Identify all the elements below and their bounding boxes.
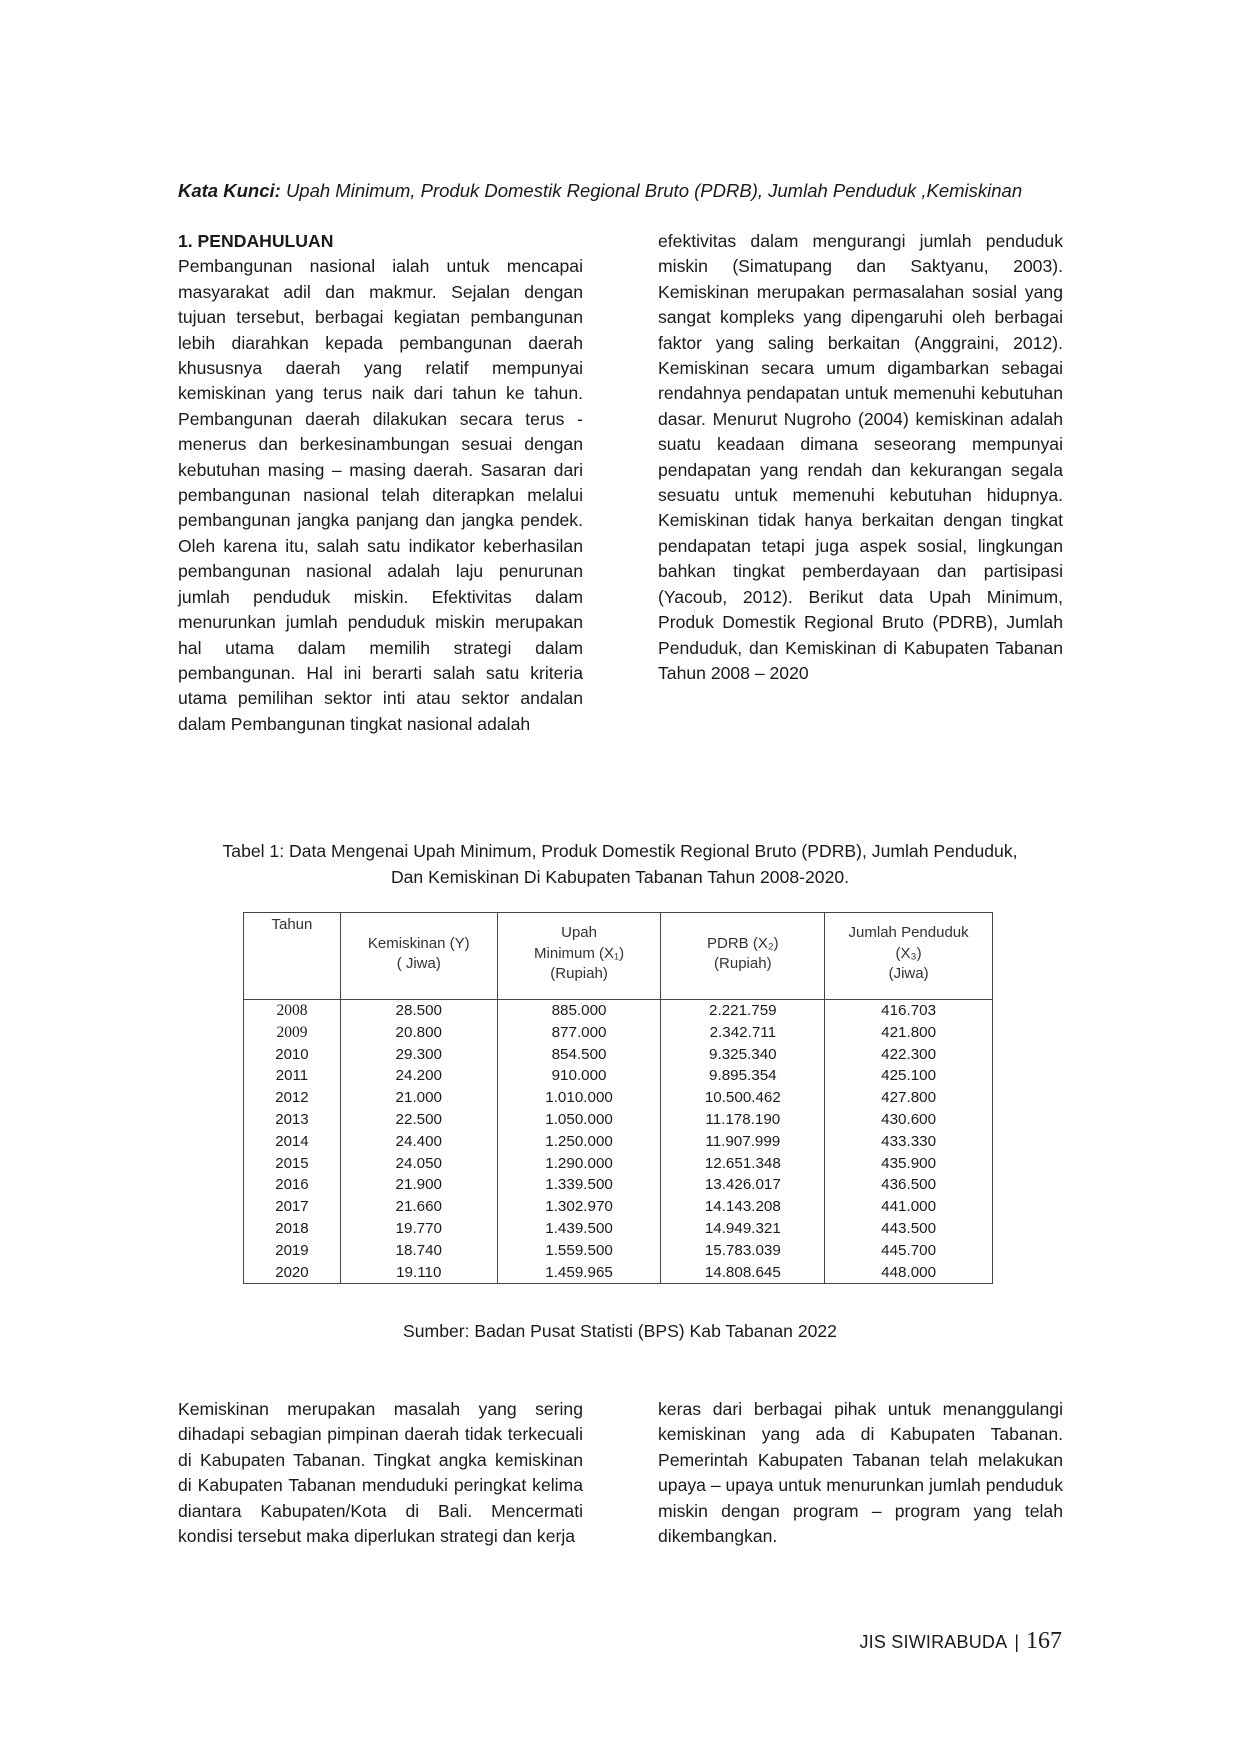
cell-poverty: 24.050 xyxy=(340,1153,497,1175)
header-poverty: Kemiskinan (Y) ( Jiwa) xyxy=(340,913,497,1000)
cell-pdrb: 11.178.190 xyxy=(661,1109,825,1131)
table-row xyxy=(244,1065,993,1087)
cell-wage: 1.339.500 xyxy=(497,1174,661,1196)
cell-pdrb: 2.342.711 xyxy=(661,1022,825,1044)
cell-year: 2010 xyxy=(244,1044,341,1066)
table-row xyxy=(244,1240,993,1262)
cell-wage: 1.010.000 xyxy=(497,1087,661,1109)
cell-year: 2020 xyxy=(244,1262,341,1284)
table-caption-line-2: Dan Kemiskinan Di Kabupaten Tabanan Tahun 2008-2020. xyxy=(390,867,850,887)
keywords-label: Kata Kunci: xyxy=(178,180,281,201)
header-year: Tahun xyxy=(244,913,341,1000)
cell-poverty: 20.800 xyxy=(340,1022,497,1044)
cell-population: 435.900 xyxy=(825,1153,993,1175)
cell-population: 436.500 xyxy=(825,1174,993,1196)
header-minimum-wage: Upah Minimum (X₁) (Rupiah) xyxy=(497,913,661,1000)
header-pdrb: PDRB (X₂) (Rupiah) xyxy=(661,913,825,1000)
cell-year: 2013 xyxy=(244,1109,341,1131)
cell-wage: 1.439.500 xyxy=(497,1218,661,1240)
cell-pdrb: 10.500.462 xyxy=(661,1087,825,1109)
cell-pdrb: 15.783.039 xyxy=(661,1240,825,1262)
cell-pdrb: 9.325.340 xyxy=(661,1044,825,1066)
cell-population: 433.330 xyxy=(825,1131,993,1153)
cell-wage: 1.050.000 xyxy=(497,1109,661,1131)
table-caption-line-1: Tabel 1: Data Mengenai Upah Minimum, Produk Domestik Regional Bruto (PDRB), Jumlah Penduduk, xyxy=(222,841,1018,861)
table-row xyxy=(244,1000,993,1022)
cell-poverty: 21.900 xyxy=(340,1174,497,1196)
cell-year: 2018 xyxy=(244,1218,341,1240)
data-table xyxy=(243,912,993,1284)
journal-name: JIS SIWIRABUDA xyxy=(859,1632,1008,1652)
cell-population: 427.800 xyxy=(825,1087,993,1109)
cell-population: 441.000 xyxy=(825,1196,993,1218)
cell-year: 2015 xyxy=(244,1153,341,1175)
cell-year: 2009 xyxy=(244,1022,341,1044)
cell-pdrb: 13.426.017 xyxy=(661,1174,825,1196)
cell-pdrb: 2.221.759 xyxy=(661,1000,825,1022)
table-row xyxy=(244,1087,993,1109)
cell-pdrb: 14.808.645 xyxy=(661,1262,825,1284)
section-heading: 1. PENDAHULUAN xyxy=(178,231,334,251)
cell-population: 421.800 xyxy=(825,1022,993,1044)
cell-pdrb: 9.895.354 xyxy=(661,1065,825,1087)
table-row xyxy=(244,1262,993,1284)
cell-population: 443.500 xyxy=(825,1218,993,1240)
cell-population: 422.300 xyxy=(825,1044,993,1066)
intro-paragraph-right: efektivitas dalam mengurangi jumlah penduduk miskin (Simatupang dan Saktyanu, 2003). Kemiskinan merupakan permasalahan sosial yang sangat kompleks yang dipengaruhi oleh berbagai faktor yang saling berkaitan (Anggraini, 2012). Kemiskinan secara umum digambarkan sebagai rendahnya pendapatan untuk memenuhi kebutuhan dasar. Menurut Nugroho (2004) kemiskinan adalah suatu keadaan dimana seseorang mempunyai pendapatan yang rendah dan kekurangan segala sesuatu untuk memenuhi kebutuhan hidupnya. Kemiskinan tidak hanya berkaitan dengan tingkat pendapatan tetapi juga aspek sosial, lingkungan bahkan tingkat pemberdayaan dan partisipasi (Yacoub, 2012). Berikut data Upah Minimum, Produk Domestik Regional Bruto (PDRB), Jumlah Penduduk, dan Kemiskinan di Kabupaten Tabanan Tahun 2008 – 2020 xyxy=(658,231,1063,683)
keywords xyxy=(178,178,1078,204)
cell-year: 2011 xyxy=(244,1065,341,1087)
intro-paragraph-left: Pembangunan nasional ialah untuk mencapai masyarakat adil dan makmur. Sejalan dengan tujuan tersebut, berbagai kegiatan pembangunan lebih diarahkan kepada pembangunan daerah khususnya daerah yang relatif mempunyai kemiskinan yang terus naik dari tahun ke tahun. Pembangunan daerah dilakukan secara terus - menerus dan berkesinambungan sesuai dengan kebutuhan masing – masing daerah. Sasaran dari pembangunan nasional telah diterapkan melalui pembangunan jangka panjang dan jangka pendek. Oleh karena itu, salah satu indikator keberhasilan pembangunan nasional adalah laju penurunan jumlah penduduk miskin. Efektivitas dalam menurunkan jumlah penduduk miskin merupakan hal utama dalam memilih strategi dalam pembangunan. Hal ini berarti salah satu kriteria utama pemilihan sektor inti atau sektor andalan dalam Pembangunan tingkat nasional adalah xyxy=(178,256,583,734)
cell-year: 2019 xyxy=(244,1240,341,1262)
table-row xyxy=(244,1131,993,1153)
cell-population: 448.000 xyxy=(825,1262,993,1284)
table-row xyxy=(244,1044,993,1066)
cell-population: 445.700 xyxy=(825,1240,993,1262)
table-caption xyxy=(150,838,1090,890)
cell-wage: 1.290.000 xyxy=(497,1153,661,1175)
cell-poverty: 24.200 xyxy=(340,1065,497,1087)
cell-population: 425.100 xyxy=(825,1065,993,1087)
cell-pdrb: 11.907.999 xyxy=(661,1131,825,1153)
discussion-right-column xyxy=(658,1397,1063,1549)
cell-year: 2012 xyxy=(244,1087,341,1109)
cell-wage: 1.559.500 xyxy=(497,1240,661,1262)
table-row xyxy=(244,1109,993,1131)
cell-pdrb: 14.949.321 xyxy=(661,1218,825,1240)
table-row xyxy=(244,1153,993,1175)
cell-pdrb: 12.651.348 xyxy=(661,1153,825,1175)
cell-wage: 885.000 xyxy=(497,1000,661,1022)
discussion-paragraph-right: keras dari berbagai pihak untuk menanggulangi kemiskinan yang ada di Kabupaten Tabanan. Pemerintah Kabupaten Tabanan telah melakukan upaya – upaya untuk menurunkan jumlah penduduk miskin dengan program – program yang telah dikembangkan. xyxy=(658,1399,1063,1547)
footer-separator: | xyxy=(1014,1632,1019,1652)
discussion-paragraph-left: Kemiskinan merupakan masalah yang sering dihadapi sebagian pimpinan daerah tidak terkecuali di Kabupaten Tabanan. Tingkat angka kemiskinan di Kabupaten Tabanan menduduki peringkat kelima diantara Kabupaten/Kota di Bali. Mencermati kondisi tersebut maka diperlukan strategi dan kerja xyxy=(178,1399,583,1547)
cell-year: 2016 xyxy=(244,1174,341,1196)
cell-poverty: 21.000 xyxy=(340,1087,497,1109)
cell-wage: 877.000 xyxy=(497,1022,661,1044)
cell-poverty: 18.740 xyxy=(340,1240,497,1262)
cell-wage: 854.500 xyxy=(497,1044,661,1066)
cell-poverty: 28.500 xyxy=(340,1000,497,1022)
cell-wage: 910.000 xyxy=(497,1065,661,1087)
cell-wage: 1.250.000 xyxy=(497,1131,661,1153)
cell-wage: 1.302.970 xyxy=(497,1196,661,1218)
cell-poverty: 21.660 xyxy=(340,1196,497,1218)
cell-poverty: 22.500 xyxy=(340,1109,497,1131)
cell-population: 430.600 xyxy=(825,1109,993,1131)
page-number: 167 xyxy=(1026,1628,1062,1654)
table-row xyxy=(244,1218,993,1240)
table-header-row xyxy=(244,913,993,1000)
discussion-left-column xyxy=(178,1397,583,1549)
table-source: Sumber: Badan Pusat Statisti (BPS) Kab Tabanan 2022 xyxy=(403,1321,837,1341)
cell-wage: 1.459.965 xyxy=(497,1262,661,1284)
cell-poverty: 29.300 xyxy=(340,1044,497,1066)
table-row xyxy=(244,1174,993,1196)
cell-poverty: 19.770 xyxy=(340,1218,497,1240)
cell-poverty: 24.400 xyxy=(340,1131,497,1153)
table-row xyxy=(244,1196,993,1218)
intro-right-column xyxy=(658,229,1063,686)
intro-left-column xyxy=(178,229,583,737)
table-row xyxy=(244,1022,993,1044)
cell-pdrb: 14.143.208 xyxy=(661,1196,825,1218)
cell-poverty: 19.110 xyxy=(340,1262,497,1284)
header-population: Jumlah Penduduk (X₃) (Jiwa) xyxy=(825,913,993,1000)
cell-year: 2014 xyxy=(244,1131,341,1153)
cell-population: 416.703 xyxy=(825,1000,993,1022)
cell-year: 2008 xyxy=(244,1000,341,1022)
cell-year: 2017 xyxy=(244,1196,341,1218)
keywords-text: Upah Minimum, Produk Domestik Regional Bruto (PDRB), Jumlah Penduduk ,Kemiskinan xyxy=(285,180,1023,201)
page-footer xyxy=(859,1628,1062,1655)
